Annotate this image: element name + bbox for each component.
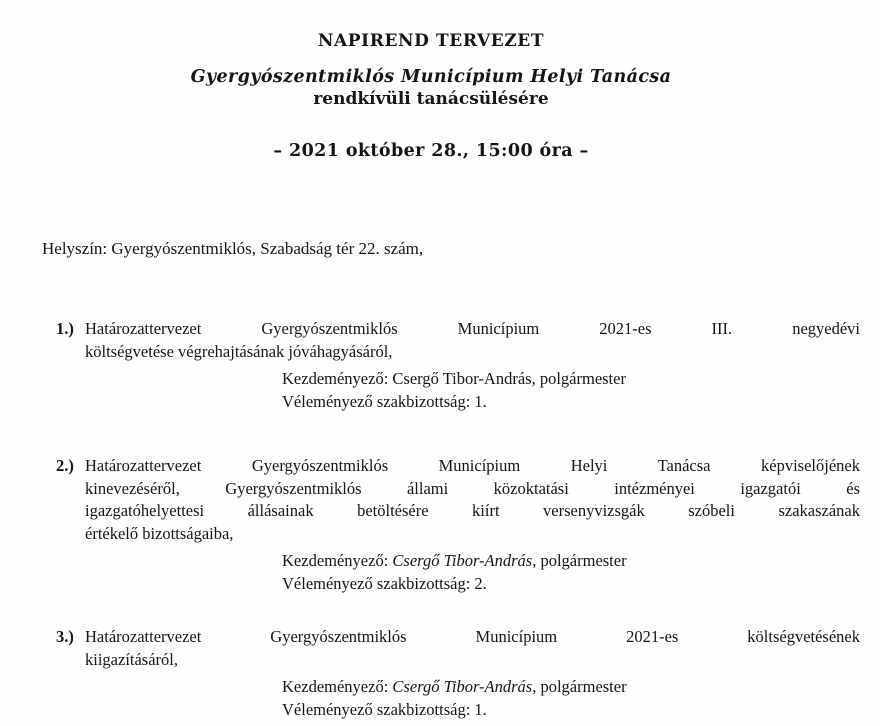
document-title: NAPIREND TERVEZET [317,31,545,51]
item-body-line: kiigazításáról, [85,649,179,669]
item-meta [85,550,860,595]
committee-line: Véleményező szakbizottság: 1. [282,699,487,719]
initiator-name: Csergő Tibor-András [392,551,533,570]
item-content [85,626,860,721]
item-body-line: Határozattervezet Gyergyószentmiklós Municípium 2021-es III. negyedévi [85,319,860,338]
committee-line: Véleményező szakbizottság: 1. [282,391,487,411]
agenda-list [0,318,880,721]
initiator-role: , polgármester [531,369,626,388]
agenda-item-1 [56,318,860,413]
initiator-name: Csergő Tibor-András [392,677,533,696]
initiator-line [282,676,860,699]
item-number: 3.) [56,627,74,646]
initiator-name: Csergő Tibor-András [392,369,532,388]
item-content [85,455,860,595]
item-body-line: igazgatóhelyettesi állásainak betöltésére kiírt versenyvizsgák szóbeli szakaszának [85,501,860,520]
committee-line: Véleményező szakbizottság: 2. [282,573,487,593]
session-datetime: – 2021 október 28., 15:00 óra – [273,141,589,161]
initiator-line [282,368,860,391]
initiator-line [282,550,860,573]
item-body-line: Határozattervezet Gyergyószentmiklós Municípium Helyi Tanácsa képviselőjének [85,456,860,475]
initiator-role: , polgármester [532,551,627,570]
agenda-item-3 [56,626,860,721]
session-type: rendkívüli tanácsülésére [313,89,549,109]
item-number: 2.) [56,456,74,475]
council-name: Gyergyószentmiklós Municípium Helyi Tanácsa [190,67,672,87]
item-body-line: értékelő bizottságaiba, [85,523,234,543]
initiator-label: Kezdeményező: [282,369,389,388]
item-meta [85,676,860,721]
item-body-line: kinevezéséről, Gyergyószentmiklós állami közoktatási intézményei igazgatói és [85,478,860,498]
item-number: 1.) [56,319,74,338]
agenda-item-2 [56,455,860,595]
item-body-line: Határozattervezet Gyergyószentmiklós Municípium 2021-es költségvetésének [85,627,860,646]
document-header [0,0,862,162]
initiator-label: Kezdeményező: [282,551,389,570]
item-meta [85,368,860,413]
initiator-role: , polgármester [532,677,627,696]
item-body-line: költségvetése végrehajtásának jóváhagyásáról, [85,341,393,361]
initiator-label: Kezdeményező: [282,677,389,696]
item-content [85,318,860,413]
location-line: Helyszín: Gyergyószentmiklós, Szabadság tér 22. szám, [42,239,424,258]
